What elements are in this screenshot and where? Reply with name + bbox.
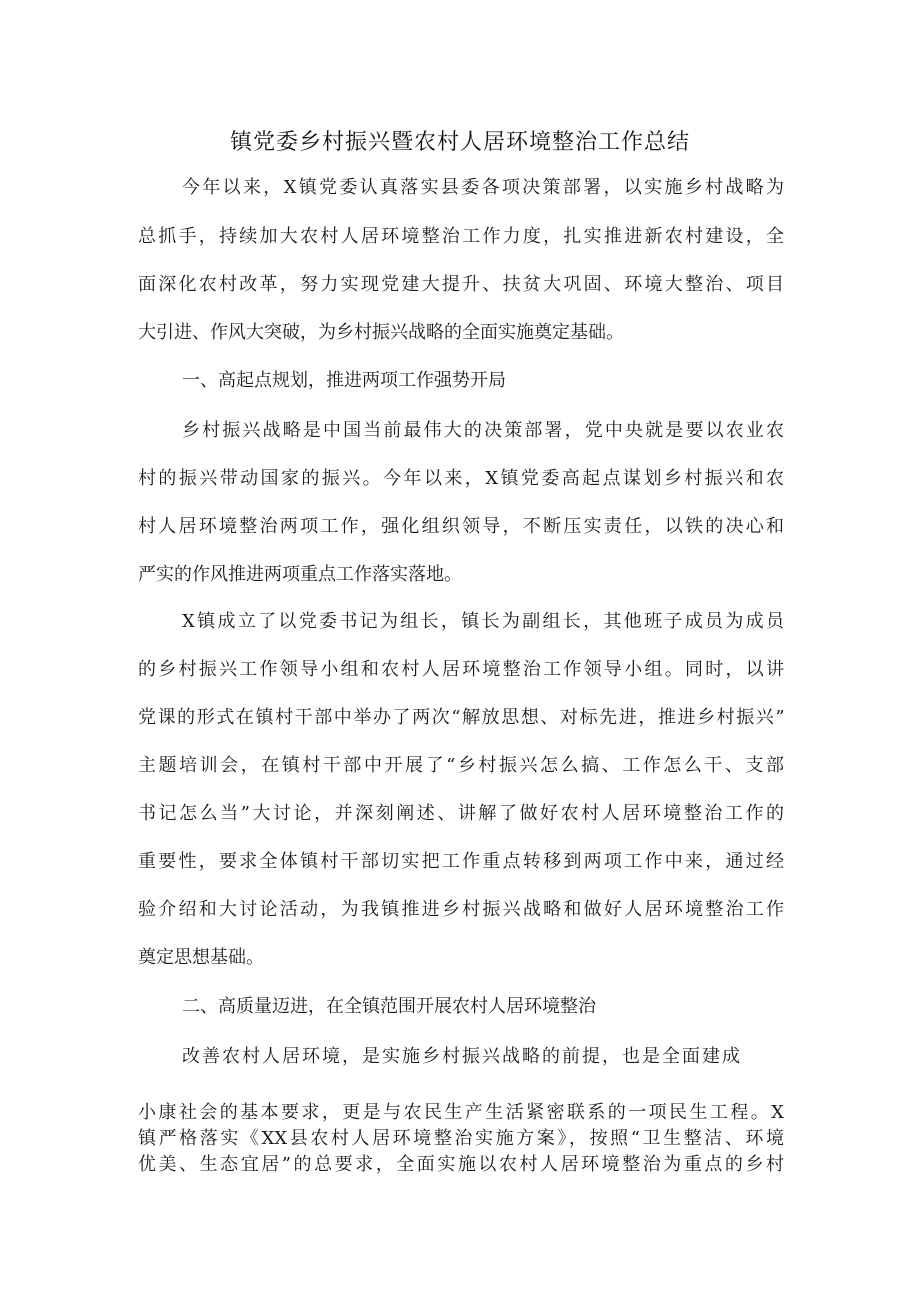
paragraph-line: 严实的作风推进两项重点工作落实落地。 [138, 564, 462, 585]
paragraph-line: 大引进、作风大突破，为乡村振兴战略的全面实施奠定基础。 [138, 322, 624, 343]
paragraph-line: 书记怎么当”大讨论，并深刻阐述、讲解了做好农村人居环境整治工作的 [138, 803, 784, 824]
paragraph-line: 主题培训会，在镇村干部中开展了“乡村振兴怎么搞、工作怎么干、支部 [138, 755, 784, 776]
paragraph-line: 改善农村人居环境，是实施乡村振兴战略的前提，也是全面建成 [182, 1046, 740, 1067]
section-heading: 一、高起点规划，推进两项工作强势开局 [182, 370, 506, 391]
paragraph-line: 奠定思想基础。 [138, 947, 264, 968]
paragraph-line: 党课的形式在镇村干部中举办了两次“解放思想、对标先进，推进乡村振兴” [138, 707, 784, 728]
paragraph-line: 重要性，要求全体镇村干部切实把工作重点转移到两项工作中来，通过经 [138, 851, 784, 872]
paragraph-line: 面深化农村改革，努力实现党建大提升、扶贫大巩固、环境大整治、项目 [138, 274, 784, 295]
document-title: 镇党委乡村振兴暨农村人居环境整治工作总结 [229, 130, 690, 155]
paragraph-line: 的乡村振兴工作领导小组和农村人居环境整治工作领导小组。同时，以讲 [138, 659, 784, 680]
paragraph-line: 乡村振兴战略是中国当前最伟大的决策部署，党中央就是要以农业农 [182, 420, 784, 441]
paragraph-line: 今年以来，X镇党委认真落实县委各项决策部署，以实施乡村战略为 [182, 177, 784, 198]
section-heading: 二、高质量迈进，在全镇范围开展农村人居环境整治 [182, 996, 596, 1017]
paragraph-line: 村人居环境整治两项工作，强化组织领导，不断压实责任，以铁的决心和 [138, 516, 784, 537]
paragraph-line: X镇成立了以党委书记为组长，镇长为副组长，其他班子成员为成员 [182, 611, 784, 632]
paragraph-line: 总抓手，持续加大农村人居环境整治工作力度，扎实推进新农村建设，全 [138, 226, 784, 247]
paragraph-line: 村的振兴带动国家的振兴。今年以来，X镇党委高起点谋划乡村振兴和农 [138, 468, 784, 489]
paragraph-line: 小康社会的基本要求，更是与农民生产生活紧密联系的一项民生工程。X [138, 1102, 784, 1123]
paragraph-line: 优美、生态宜居”的总要求，全面实施以农村人居环境整治为重点的乡村 [138, 1154, 784, 1175]
paragraph-line: 验介绍和大讨论活动，为我镇推进乡村振兴战略和做好人居环境整治工作 [138, 899, 784, 920]
paragraph-line: 镇严格落实《XX县农村人居环境整治实施方案》，按照“卫生整洁、环境 [138, 1128, 784, 1149]
